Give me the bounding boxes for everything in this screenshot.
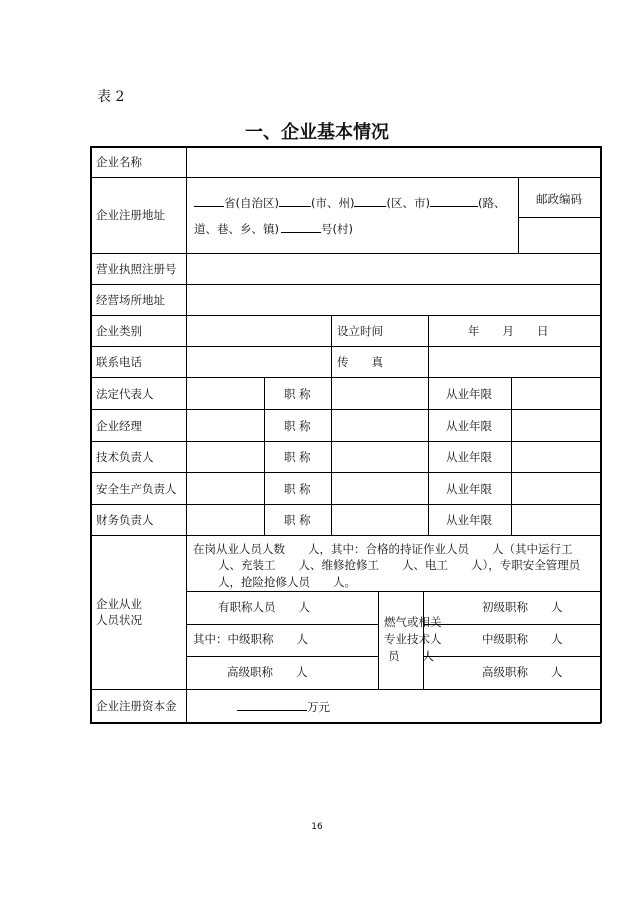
person-years-label: 从业年限 xyxy=(446,482,492,496)
established-date: 年 月 日 xyxy=(468,324,549,338)
registered-capital-label: 企业注册资本金 xyxy=(96,699,177,713)
phone-label: 联系电话 xyxy=(96,355,142,369)
staff-text-line-2: 人、充装工 人、维修抢修工 人、电工 人），专职安全管理员 xyxy=(218,558,581,572)
business-license-label: 营业执照注册号 xyxy=(96,262,177,276)
person-title-label: 职 称 xyxy=(284,482,311,496)
address-line-2: 道、巷、乡、镇) 号(村) xyxy=(194,222,353,236)
mid-title-right: 中级职称 人 xyxy=(482,632,563,646)
person-title-label: 职 称 xyxy=(284,513,311,527)
person-title-label: 职 称 xyxy=(284,450,311,464)
person-title-label: 职 称 xyxy=(284,419,311,433)
person-label: 法定代表人 xyxy=(96,387,154,401)
person-title-label: 职 称 xyxy=(284,387,311,401)
postal-code-label: 邮政编码 xyxy=(536,192,582,206)
titled-staff: 有职称人员 人 xyxy=(218,600,310,614)
gas-tech-label-3: 员 人 xyxy=(388,649,434,663)
mid-title-staff: 其中：中级职称 人 xyxy=(193,632,308,646)
company-type-label: 企业类别 xyxy=(96,324,142,338)
gas-tech-label-1: 燃气或相关 xyxy=(384,615,442,629)
company-name-label: 企业名称 xyxy=(96,155,142,169)
person-label: 财务负责人 xyxy=(96,513,154,527)
address-line-1: 省(自治区) (市、州) (区、市) (路、 xyxy=(194,195,505,210)
business-site-label: 经营场所地址 xyxy=(96,293,165,307)
staff-text-line-1: 在岗从业人员人数 人，其中：合格的持证作业人员 人（其中运行工 xyxy=(193,542,573,556)
table-number: 表 2 xyxy=(97,89,125,105)
staff-status-label-2: 人员状况 xyxy=(96,613,142,627)
person-years-label: 从业年限 xyxy=(446,450,492,464)
staff-text-line-3: 人，抢险抢修人员 人。 xyxy=(218,575,356,589)
person-years-label: 从业年限 xyxy=(446,513,492,527)
person-label: 技术负责人 xyxy=(96,450,154,464)
registered-address-label: 企业注册地址 xyxy=(96,208,165,222)
person-years-label: 从业年限 xyxy=(446,419,492,433)
person-label: 企业经理 xyxy=(96,419,142,433)
senior-title-right: 高级职称 人 xyxy=(482,665,563,679)
person-years-label: 从业年限 xyxy=(446,387,492,401)
page-number: 16 xyxy=(311,822,323,832)
established-label: 设立时间 xyxy=(337,324,383,338)
person-label: 安全生产负责人 xyxy=(96,482,177,496)
junior-title-right: 初级职称 人 xyxy=(482,600,563,614)
senior-title-staff: 高级职称 人 xyxy=(227,665,308,679)
staff-status-label-1: 企业从业 xyxy=(96,597,142,611)
registered-capital-field: 万元 xyxy=(237,699,330,714)
gas-tech-label-2: 专业技术人 xyxy=(384,632,442,646)
fax-label: 传 真 xyxy=(337,355,383,369)
section-title: 一、企业基本情况 xyxy=(245,122,389,143)
